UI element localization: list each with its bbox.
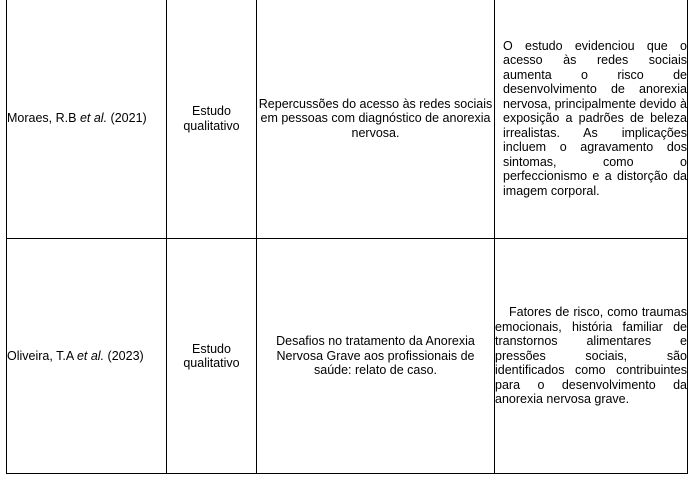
study-result: Fatores de risco, como traumas emocionais, história familiar de transtornos alimentares e pressões sociais, são identificados como contribuintes para o desenvolvimento da anorexia nervosa grave. [495, 305, 687, 407]
study-type-cell [167, 0, 257, 239]
study-result-cell [495, 239, 688, 474]
study-type-line2: qualitativo [183, 356, 240, 370]
study-type-line2: qualitativo [183, 118, 240, 133]
study-result: O estudo evidenciou que o acesso às redes sociais aumenta o risco de desenvolvimento de anorexia nervosa, principalmente devido à exposição a padrões de beleza irrealistas. As implicações incluem o agravamento dos sintomas, como o perfeccionismo e a distorção da imagem corporal. [503, 38, 687, 198]
study-result-cell [495, 0, 688, 239]
studies-table [6, 0, 688, 474]
author-cell [7, 239, 167, 474]
study-title: Repercussões do acesso às redes sociais em pessoas com diagnóstico de anorexia nervosa. [258, 96, 493, 140]
study-title-cell [257, 239, 495, 474]
table-row [7, 239, 688, 474]
study-title-cell [257, 0, 495, 239]
author-etal: et al. [76, 348, 105, 363]
author-year: (2021) [110, 111, 147, 126]
study-title: Desafios no tratamento da Anorexia Nervosa Grave aos profissionais de saúde: relato de caso. [276, 334, 475, 378]
table-row [7, 0, 688, 239]
author-year: (2023) [107, 348, 144, 363]
study-type-line1: Estudo [192, 104, 231, 118]
author-name: Moraes, R.B [7, 111, 77, 126]
study-type-line1: Estudo [192, 341, 231, 356]
author-cell [7, 0, 167, 239]
author-name: Oliveira, T.A [7, 348, 74, 363]
study-type-cell [167, 239, 257, 474]
author-etal: et al. [79, 111, 108, 126]
